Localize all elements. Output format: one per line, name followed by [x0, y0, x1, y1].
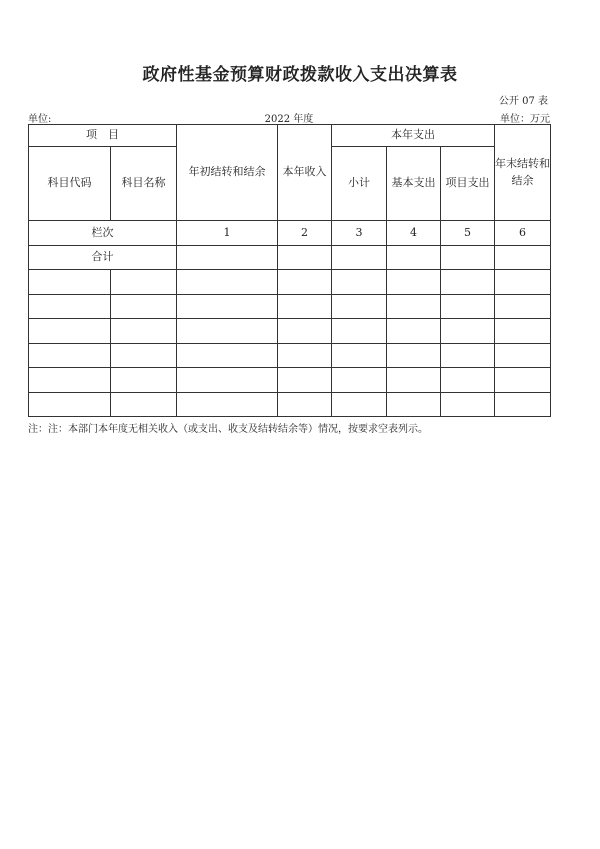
- table-row: [29, 368, 551, 393]
- table-cell: [441, 270, 495, 295]
- table-cell: [332, 245, 387, 270]
- table-cell: [332, 294, 387, 319]
- table-cell: [332, 319, 387, 344]
- table-cell: [387, 319, 441, 344]
- table-cell: [495, 392, 551, 417]
- header-subject-code: 科目代码: [29, 147, 111, 221]
- column-index-cell: 4: [387, 221, 441, 246]
- table-cell: [332, 368, 387, 393]
- currency-unit: 单位：万元: [500, 114, 550, 125]
- fiscal-year: 2022 年度: [264, 114, 314, 125]
- column-index-cell: 6: [495, 221, 551, 246]
- column-index-cell: 2: [278, 221, 332, 246]
- table-cell: [177, 343, 278, 368]
- table-cell: [332, 270, 387, 295]
- table-cell: [111, 392, 177, 417]
- table-cell: [387, 368, 441, 393]
- table-cell: [441, 343, 495, 368]
- table-cell: [441, 294, 495, 319]
- table-cell: [111, 319, 177, 344]
- table-row: [29, 343, 551, 368]
- table-cell: [177, 368, 278, 393]
- table-cell: [278, 319, 332, 344]
- table-cell: [29, 392, 111, 417]
- table-row: [29, 319, 551, 344]
- table-cell: [278, 368, 332, 393]
- table-cell: [177, 245, 278, 270]
- unit-label: 单位:: [28, 114, 52, 125]
- table-cell: [441, 319, 495, 344]
- table-row: [29, 294, 551, 319]
- table-row: [29, 392, 551, 417]
- column-index-label: 栏次: [29, 221, 177, 246]
- page-title: 政府性基金预算财政拨款收入支出决算表: [142, 65, 458, 85]
- column-index-row: [29, 221, 551, 246]
- table-cell: [111, 343, 177, 368]
- table-cell: [278, 294, 332, 319]
- table-cell: [278, 392, 332, 417]
- table-cell: [111, 294, 177, 319]
- table-cell: [29, 294, 111, 319]
- table-cell: [495, 319, 551, 344]
- table-cell: [177, 270, 278, 295]
- header-basic-expense: 基本支出: [387, 147, 441, 221]
- table-cell: [387, 392, 441, 417]
- footnote: 注：注：本部门本年度无相关收入（或支出、收支及结转结余等）情况，按要求空表列示。: [28, 424, 428, 435]
- header-expense-group: 本年支出: [332, 125, 495, 147]
- table-cell: [332, 392, 387, 417]
- table-cell: [387, 245, 441, 270]
- table-cell: [495, 343, 551, 368]
- table-cell: [177, 294, 278, 319]
- total-row: [29, 245, 551, 270]
- table-cell: [441, 245, 495, 270]
- report-table: [28, 124, 551, 417]
- form-code: 公开 07 表: [498, 96, 548, 107]
- table-cell: [387, 270, 441, 295]
- table-cell: [278, 270, 332, 295]
- table-cell: [29, 343, 111, 368]
- table-cell: [278, 343, 332, 368]
- table-cell: [441, 392, 495, 417]
- table-cell: [111, 368, 177, 393]
- table-cell: [332, 343, 387, 368]
- table-cell: [495, 294, 551, 319]
- table-cell: [387, 294, 441, 319]
- table-cell: [495, 270, 551, 295]
- table-cell: [29, 270, 111, 295]
- column-index-cell: 1: [177, 221, 278, 246]
- meta-row: [28, 110, 550, 124]
- header-row-top: [29, 125, 551, 147]
- table-cell: [441, 368, 495, 393]
- table-cell: [387, 343, 441, 368]
- table-cell: [177, 392, 278, 417]
- column-index-cell: 5: [441, 221, 495, 246]
- header-subject-name: 科目名称: [111, 147, 177, 221]
- header-closing-balance: 年末结转和结余: [495, 125, 551, 221]
- table-cell: [495, 368, 551, 393]
- header-item-group: 项 目: [29, 125, 177, 147]
- column-index-cell: 3: [332, 221, 387, 246]
- table-cell: [29, 368, 111, 393]
- table-row: [29, 270, 551, 295]
- header-subtotal: 小计: [332, 147, 387, 221]
- table-cell: [29, 319, 111, 344]
- header-current-income: 本年收入: [278, 125, 332, 221]
- header-opening-balance: 年初结转和结余: [177, 125, 278, 221]
- table-cell: [278, 245, 332, 270]
- table-cell: [177, 319, 278, 344]
- table-cell: [111, 270, 177, 295]
- table-cell: [495, 245, 551, 270]
- total-label: 合计: [29, 245, 177, 270]
- header-project-expense: 项目支出: [441, 147, 495, 221]
